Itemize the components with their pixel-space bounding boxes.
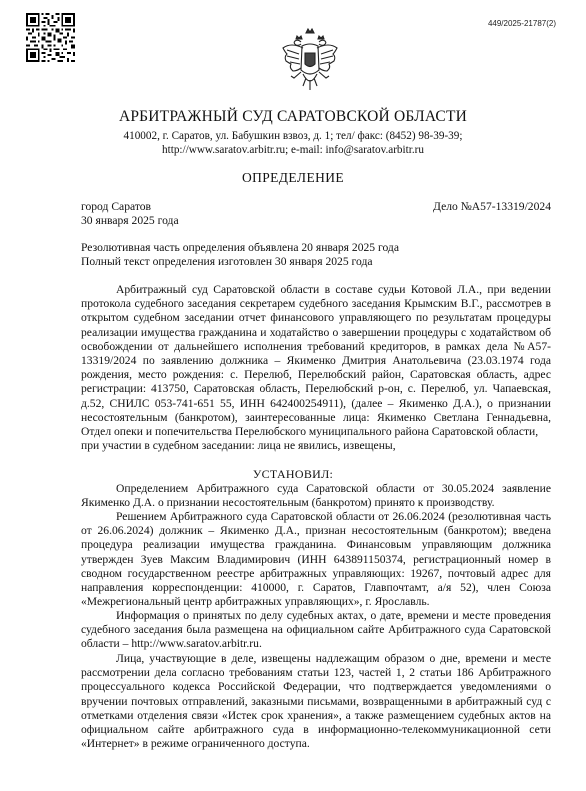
body-paragraph: Информация о принятых по делу судебных актах, о дате, времени и месте проведения судебного заседания была размещена на официальном сайте Арбитражного суда Саратовской области – http://www.saratov.arbitr.ru. bbox=[81, 609, 551, 651]
court-name: АРБИТРАЖНЫЙ СУД САРАТОВСКОЙ ОБЛАСТИ bbox=[118, 108, 468, 125]
established-heading: УСТАНОВИЛ: bbox=[252, 467, 334, 481]
document-title: ОПРЕДЕЛЕНИЕ bbox=[241, 170, 345, 185]
attendance-line: при участии в судебном заседании: лица не явились, извещены, bbox=[81, 439, 396, 452]
body-paragraph: Решением Арбитражного суда Саратовской области от 26.06.2024 (резолютивная часть от 26.06.2024) должник – Якименко Д.А., признан несостоятельным (банкротом); введена процедура реализации имущества гражданина. Финансовым управляющим должника утвержден Зуев Максим Владимирович (ИНН 643891150374, регистрационный номер в сводном государственном реестре арбитражных управляющих: 19267, почтовый адрес для направления корреспонденции: 410000, г. Саратов, Главпочтамт, а/я 52), член Союза «Межрегиональный центр арбитражных управляющих», г. Ярославль. bbox=[81, 510, 551, 609]
full-text-prepared-line: Полный текст определения изготовлен 30 января 2025 года bbox=[81, 255, 373, 268]
court-address: 410002, г. Саратов, ул. Бабушкин взвоз, д. 1; тел/ факс: (8452) 98-39-39; bbox=[123, 130, 463, 142]
case-number: Дело №А57-13319/2024 bbox=[433, 200, 551, 213]
body-paragraph: Определением Арбитражного суда Саратовской области от 30.05.2024 заявление Якименко Д.А. о признании несостоятельным (банкротом) принято к производству. bbox=[81, 482, 551, 510]
document-date: 30 января 2025 года bbox=[81, 214, 179, 227]
intro-paragraph: Арбитражный суд Саратовской области в составе судьи Котовой Л.А., при ведении протокола судебного заседания секретарем судебного заседания Крымским В.Г., рассмотрев в открытом судебном заседании отчет финансового управляющего по результатам процедуры реализации имущества гражданина и ходатайство о завершении процедуры с ходатайством об освобождении от дальнейшего исполнения требований кредиторов, в рамках дела №А57-13319/2024 по заявлению должника – Якименко Дмитрия Анатольевича (23.03.1974 года рождения, место рождения: с. Перелюб, Перелюбский район, Саратовская область, адрес регистрации: 413750, Саратовская область, Перелюбский р-он, с. Перелюб, ул. Чапаевская, д.52, СНИЛС 053-741-651 55, ИНН 642400254911), (далее – Якименко Д.А.), о признании несостоятельным (банкротом), заинтересованные лица: Якименко Светлана Геннадьевна, Отдел опеки и попечительства Перелюбского муниципального района Саратовской области, bbox=[81, 283, 551, 439]
resolution-announced-line: Резолютивная часть определения объявлена 20 января 2025 года bbox=[81, 241, 399, 254]
document-city: город Саратов bbox=[81, 200, 152, 213]
qr-code-icon bbox=[26, 13, 75, 62]
court-contacts: http://www.saratov.arbitr.ru; e-mail: info@saratov.arbitr.ru bbox=[162, 144, 424, 156]
document-number: 449/2025-21787(2) bbox=[487, 19, 556, 28]
body-paragraph: Лица, участвующие в деле, извещены надлежащим образом о дне, времени и месте рассмотрении дела согласно требованиям статьи 123, частей 1, 2 статьи 186 Арбитражного процессуального кодекса Российской Федерации, что подтверждается уведомлениями о вручении почтовых отправлений, заказными письмами, возвращенными в арбитражный суд с отметками отделения связи «Истек срок хранения», а также размещением судебных актов на официальном сайте арбитражного суда в информационно-телекоммуникационной сети «Интернет» в режиме ограниченного доступа. bbox=[81, 652, 551, 751]
coat-of-arms-icon bbox=[279, 26, 341, 100]
